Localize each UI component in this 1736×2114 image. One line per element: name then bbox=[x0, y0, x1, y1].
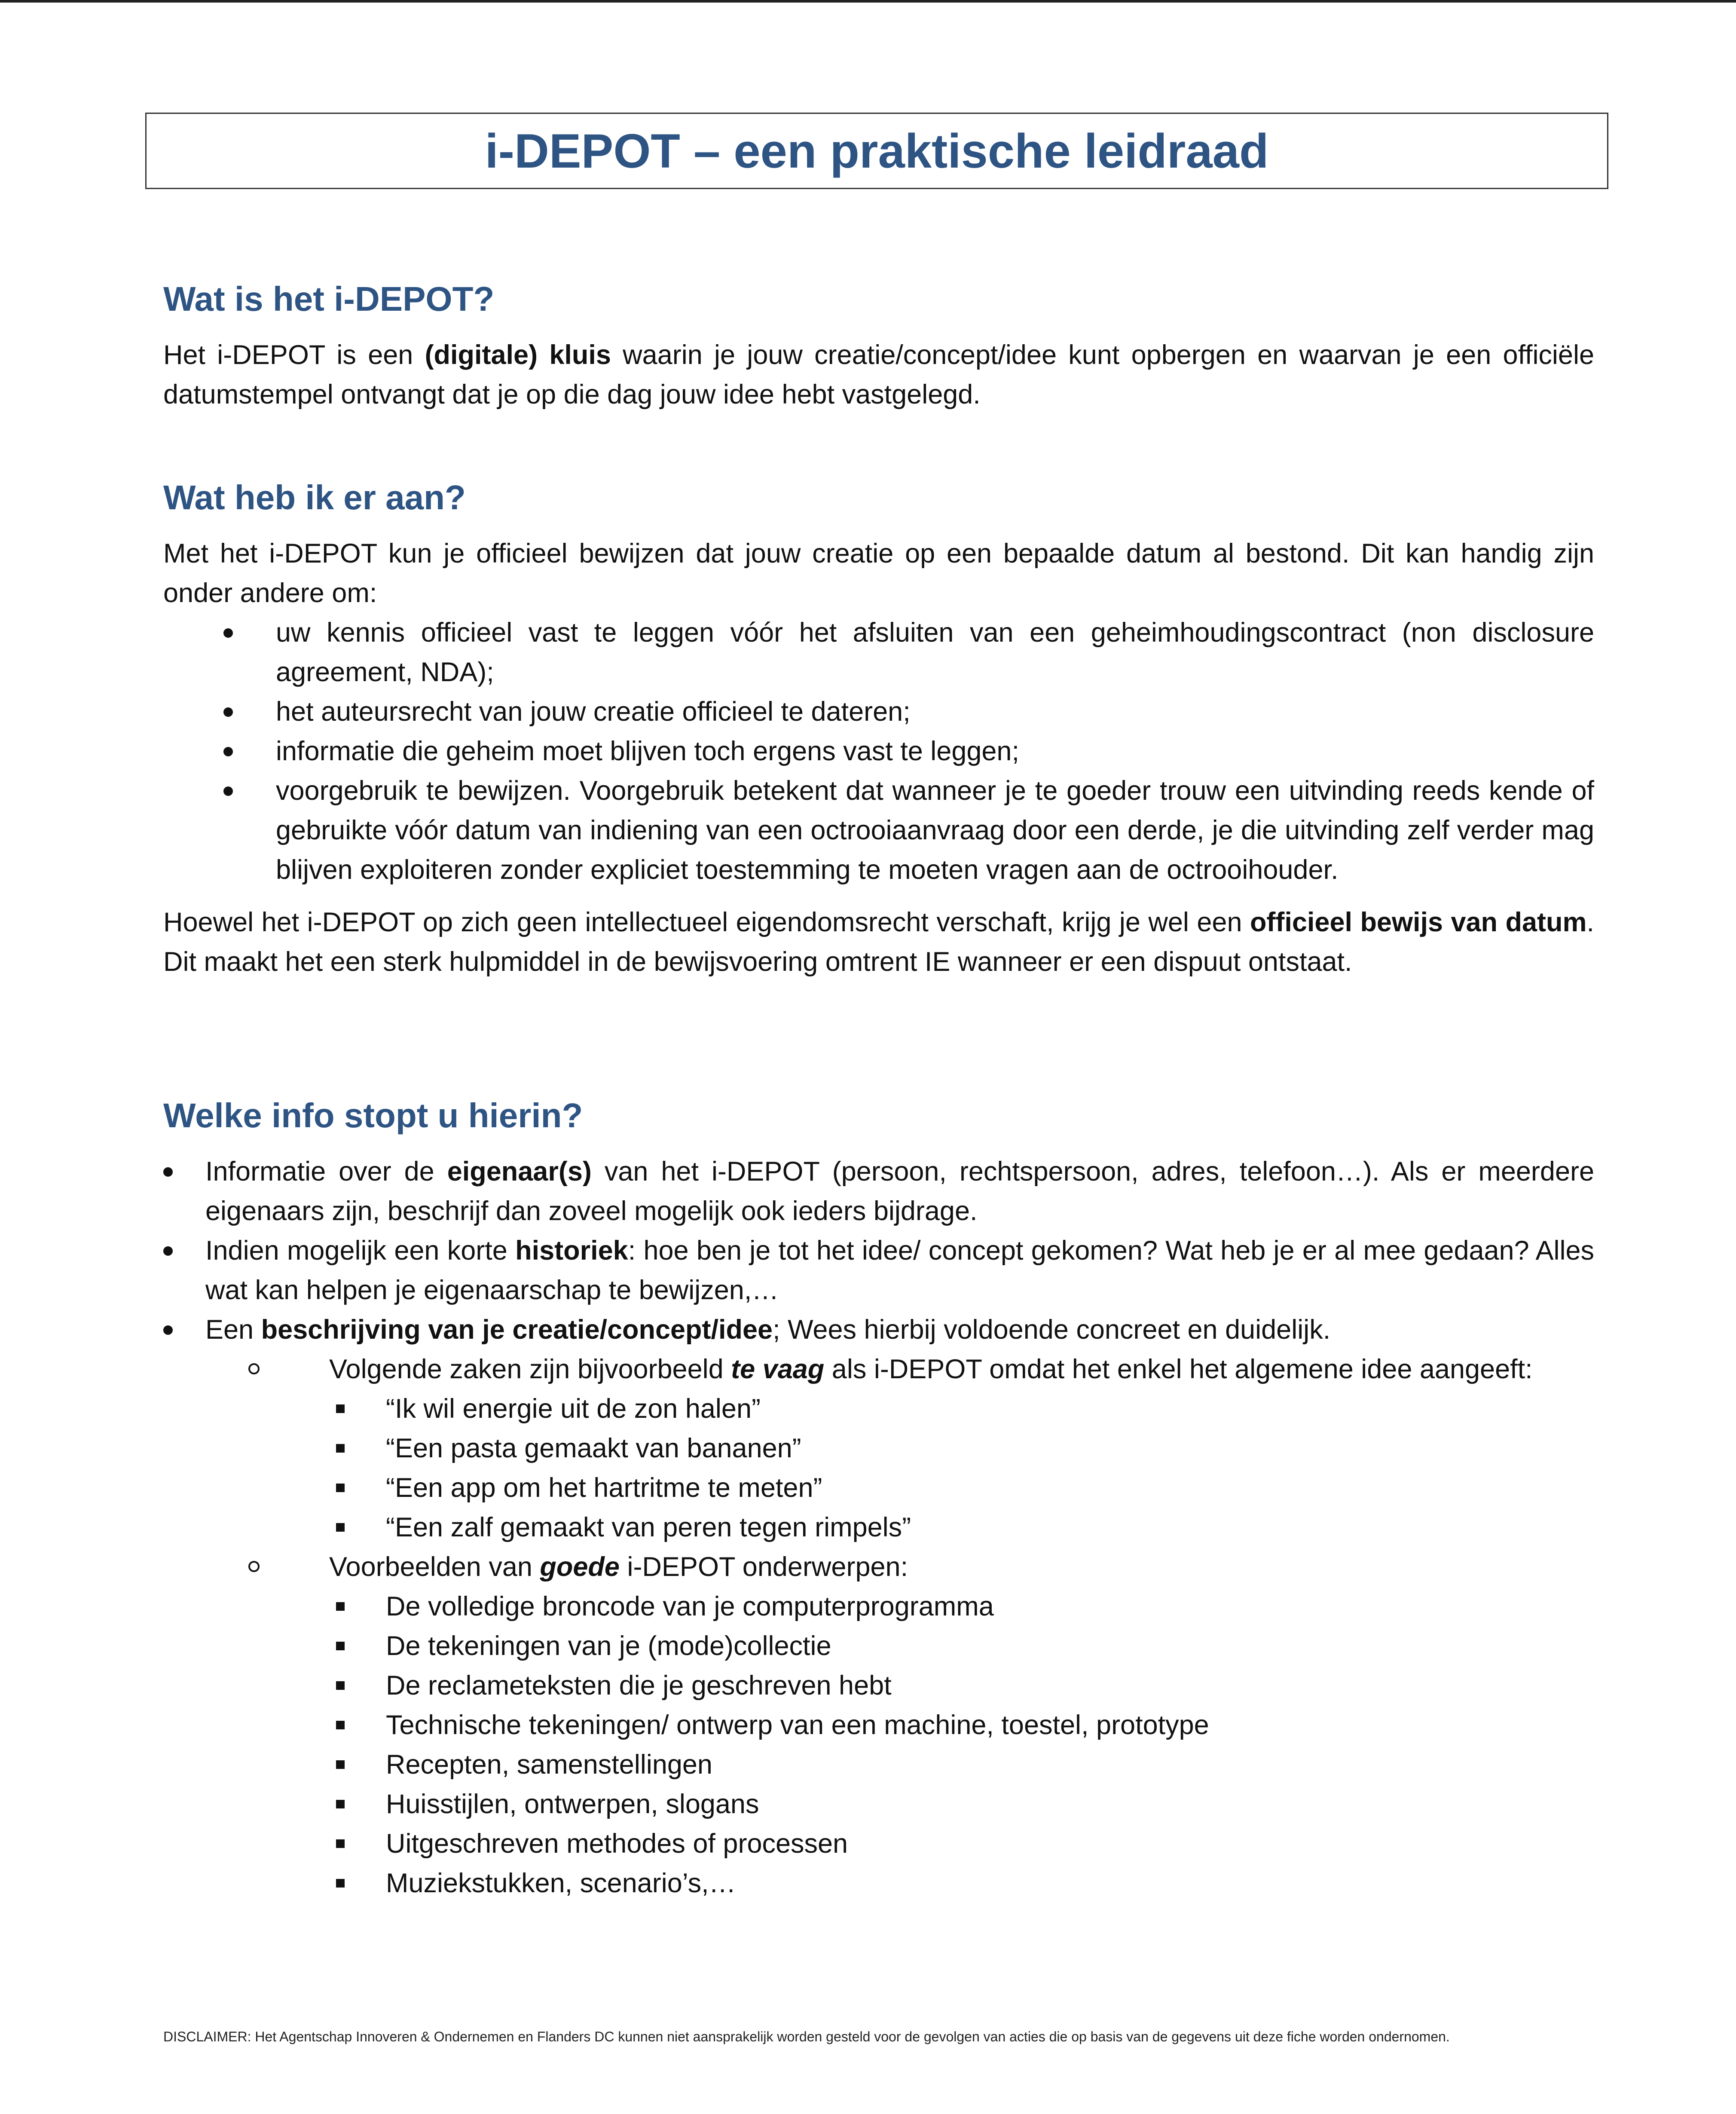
section-info bbox=[163, 1096, 1594, 1903]
list-item: voorgebruik te bewijzen. Voorgebruik betekent dat wanneer je te goeder trouw een uitvinding reeds kende of gebruikte vóór datum van indiening van een octrooiaanvraag door een derde, je die uitvinding zelf verder mag blijven exploiteren zonder expliciet toestemming te moeten vragen aan de octrooihouder. bbox=[163, 771, 1594, 890]
list-item: Uitgeschreven methodes of processen bbox=[386, 1824, 1594, 1863]
text-run: Indien mogelijk een korte bbox=[205, 1236, 516, 1266]
sublist-item-good bbox=[287, 1547, 1594, 1903]
title-box bbox=[145, 113, 1608, 189]
text-run: van het i-DEPOT (persoon, rechtspersoon, adres, telefoon…). Als er meerdere eigenaars zijn, beschrijf dan zoveel mogelijk ook ieders bijdrage. bbox=[205, 1156, 1594, 1226]
list-item: uw kennis officieel vast te leggen vóór het afsluiten van een geheimhoudingscontract (non disclosure agreement, NDA); bbox=[163, 613, 1594, 692]
benefits-list bbox=[163, 613, 1594, 890]
text-run: Informatie over de bbox=[205, 1156, 447, 1187]
text-run: Een bbox=[205, 1315, 261, 1345]
list-item: informatie die geheim moet blijven toch ergens vast te leggen; bbox=[163, 731, 1594, 771]
list-item: “Een app om het hartritme te meten” bbox=[386, 1468, 1594, 1508]
bold-text-run: eigenaar(s) bbox=[447, 1156, 592, 1187]
text-run: waarin je jouw creatie/concept/idee kunt opbergen en waarvan je een officiële datumstempel ontvangt dat je op die dag jouw idee hebt vastgelegd. bbox=[163, 340, 1595, 410]
list-item: “Ik wil energie uit de zon halen” bbox=[386, 1389, 1594, 1429]
list-item: “Een zalf gemaakt van peren tegen rimpels” bbox=[386, 1508, 1594, 1547]
list-item bbox=[163, 1310, 1594, 1903]
disclaimer-footer: DISCLAIMER: Het Agentschap Innoveren & Ondernemen en Flanders DC kunnen niet aansprakelijk worden gesteld voor de gevolgen van acties die op basis van de gegevens uit deze fiche worden ondernomen. bbox=[163, 2029, 1450, 2044]
sublist-item-vague bbox=[287, 1349, 1594, 1547]
list-item: De tekeningen van je (mode)collectie bbox=[386, 1626, 1594, 1666]
description-sublist bbox=[287, 1349, 1594, 1903]
text-run: Hoewel het i-DEPOT op zich geen intellectueel eigendomsrecht verschaft, krijg je wel een bbox=[163, 907, 1250, 937]
list-item bbox=[163, 1152, 1594, 1231]
bold-text-run: (digitale) kluis bbox=[425, 340, 611, 370]
section-benefits bbox=[163, 478, 1594, 982]
list-item: Recepten, samenstellingen bbox=[386, 1745, 1594, 1784]
list-item bbox=[163, 1231, 1594, 1310]
what-is-paragraph bbox=[163, 335, 1594, 414]
list-item: Huisstijlen, ontwerpen, slogans bbox=[386, 1784, 1594, 1824]
benefits-outro bbox=[163, 903, 1594, 982]
info-list bbox=[163, 1152, 1594, 1903]
text-run: . Dit maakt het een sterk hulpmiddel in de bewijsvoering omtrent IE wanneer er een dispuut ontstaat. bbox=[163, 907, 1594, 977]
bold-italic-text-run: goede bbox=[540, 1552, 620, 1582]
good-examples-list bbox=[329, 1587, 1594, 1903]
list-item: De reclameteksten die je geschreven hebt bbox=[386, 1666, 1594, 1705]
section-what-is bbox=[163, 279, 1594, 414]
section-heading-benefits: Wat heb ik er aan? bbox=[163, 478, 466, 517]
text-run: ; Wees hierbij voldoende concreet en duidelijk. bbox=[773, 1315, 1331, 1345]
text-run: : hoe ben je tot het idee/ concept gekomen? Wat heb je er al mee gedaan? Alles wat kan helpen je eigenaarschap te bewijzen,… bbox=[205, 1236, 1595, 1305]
list-item: “Een pasta gemaakt van bananen” bbox=[386, 1429, 1594, 1468]
page-title: i-DEPOT – een praktische leidraad bbox=[485, 124, 1269, 178]
list-item: het auteursrecht van jouw creatie officieel te dateren; bbox=[163, 692, 1594, 731]
benefits-intro: Met het i-DEPOT kun je officieel bewijzen dat jouw creatie op een bepaalde datum al bestond. Dit kan handig zijn onder andere om: bbox=[163, 538, 1594, 608]
text-run: als i-DEPOT omdat het enkel het algemene idee aangeeft: bbox=[824, 1354, 1533, 1384]
bold-text-run: beschrijving van je creatie/concept/idee bbox=[261, 1315, 773, 1345]
list-item: Muziekstukken, scenario’s,… bbox=[386, 1863, 1594, 1903]
bold-text-run: officieel bewijs van datum bbox=[1250, 907, 1587, 937]
text-run: Het i-DEPOT is een bbox=[163, 340, 425, 370]
text-run: Volgende zaken zijn bijvoorbeeld bbox=[329, 1354, 731, 1384]
text-run: Voorbeelden van bbox=[329, 1552, 540, 1582]
bold-text-run: historiek bbox=[515, 1236, 628, 1266]
text-run: i-DEPOT onderwerpen: bbox=[619, 1552, 908, 1582]
section-heading-info: Welke info stopt u hierin? bbox=[163, 1096, 583, 1135]
section-heading-what-is: Wat is het i-DEPOT? bbox=[163, 280, 495, 318]
list-item: Technische tekeningen/ ontwerp van een machine, toestel, prototype bbox=[386, 1705, 1594, 1745]
bold-italic-text-run: te vaag bbox=[731, 1354, 825, 1384]
list-item: De volledige broncode van je computerprogramma bbox=[386, 1587, 1594, 1626]
vague-examples-list bbox=[329, 1389, 1594, 1547]
